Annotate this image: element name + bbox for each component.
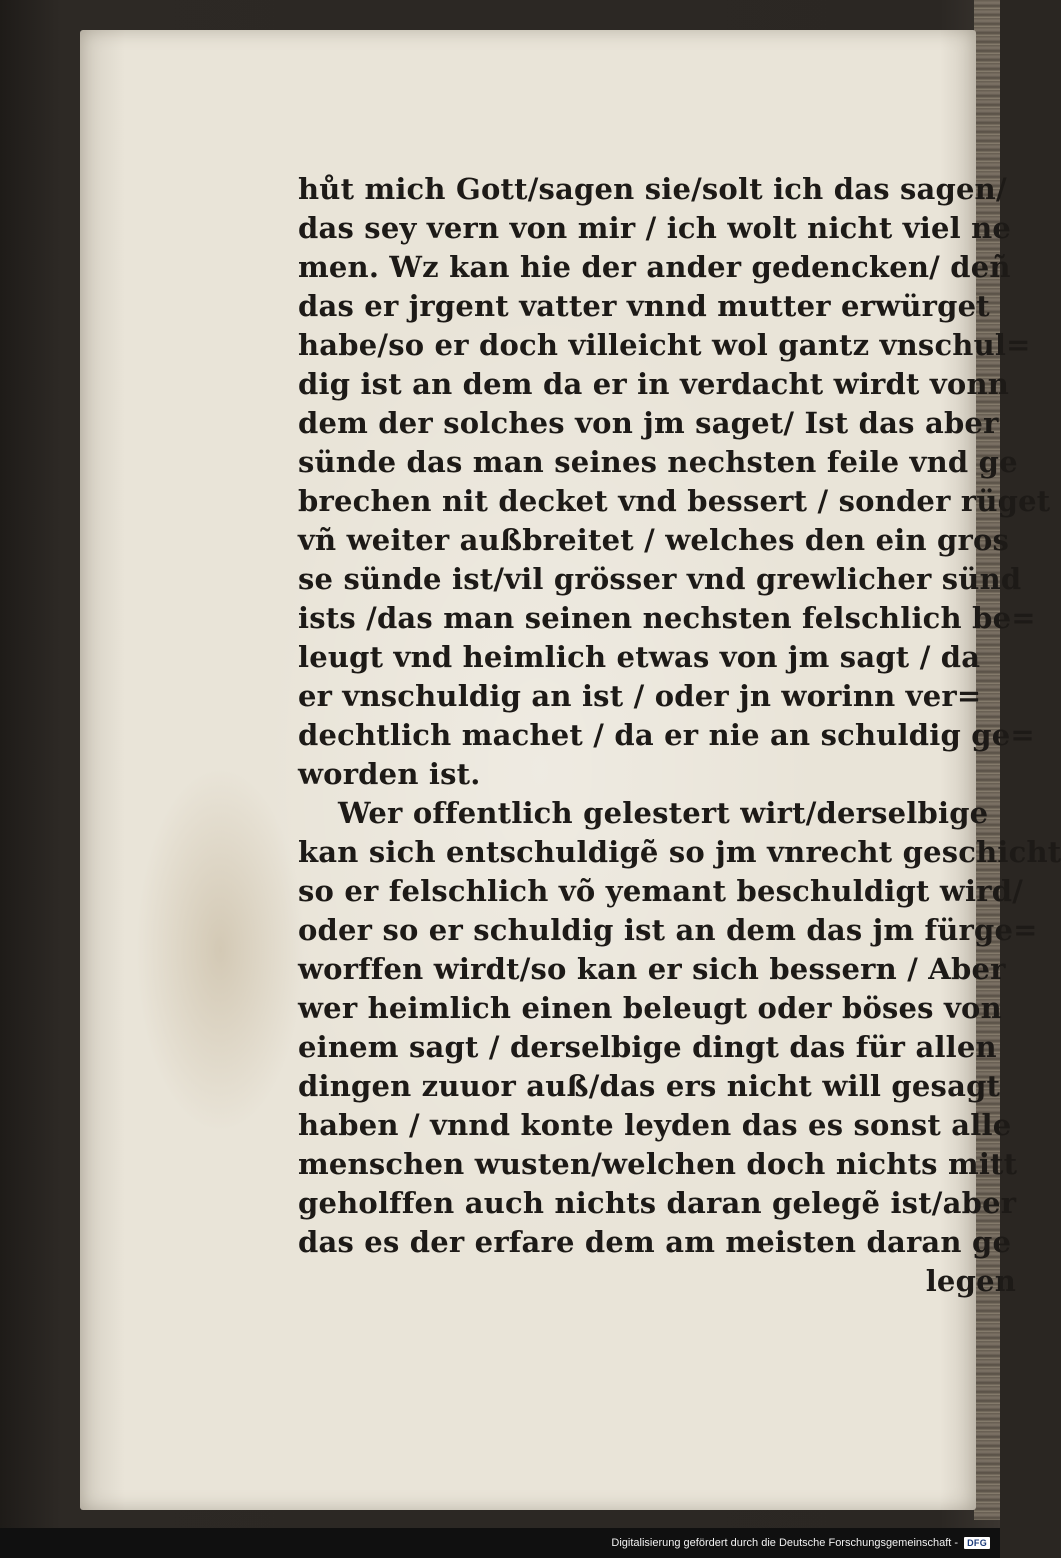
text-line-8: sünde das man seines nechsten feile vnd ge	[298, 445, 1018, 479]
text-line-14: er vnschuldig an ist / oder jn worinn ver=	[298, 679, 982, 713]
text-line-21: worffen wirdt/so kan er sich bessern / Aber	[298, 952, 1006, 986]
book-page	[80, 30, 1061, 1510]
text-line-12: ists /das man seinen nechsten felschlich be=	[298, 601, 1036, 635]
text-line-23: einem sagt / derselbige dingt das für allen	[298, 1030, 997, 1064]
text-line-24: dingen zuuor auß/das ers nicht will gesagt	[298, 1069, 1001, 1103]
dfg-logo: DFG	[964, 1537, 990, 1549]
digitization-footer	[0, 1528, 1000, 1558]
catchword: legen	[925, 1264, 1016, 1298]
text-line-5: habe/so er doch villeicht wol gantz vnschul=	[298, 328, 1031, 362]
text-line-11: se sünde ist/vil grösser vnd grewlicher sünd	[298, 562, 1022, 596]
text-line-19: so er felschlich võ yemant beschuldigt wird/	[298, 874, 1024, 908]
text-line-20: oder so er schuldig ist an dem das jm fürge=	[298, 913, 1038, 947]
text-line-6: dig ist an dem da er in verdacht wirdt vonn	[298, 367, 1010, 401]
text-line-26: menschen wusten/welchen doch nichts mitt	[298, 1147, 1018, 1181]
text-line-17: Wer offentlich gelestert wirt/derselbige	[338, 796, 989, 830]
text-line-15: dechtlich machet / da er nie an schuldig ge=	[298, 718, 1035, 752]
text-line-9: brechen nit decket vnd bessert / sonder rüget	[298, 484, 1051, 518]
text-line-1: hůt mich Gott/sagen sie/solt ich das sagen/	[298, 172, 1007, 206]
text-line-13: leugt vnd heimlich etwas von jm sagt / da	[298, 640, 981, 674]
text-line-3: men. Wz kan hie der ander gedencken/ deñ	[298, 250, 1011, 284]
text-line-10: vñ weiter außbreitet / welches den ein gros	[298, 523, 1010, 557]
text-line-18: kan sich entschuldigẽ so jm vnrecht geschicht	[298, 835, 1061, 869]
text-line-4: das er jrgent vatter vnnd mutter erwürget	[298, 289, 990, 323]
footer-credit-text: Digitalisierung gefördert durch die Deutsche Forschungsgemeinschaft -	[611, 1537, 959, 1549]
page-text-block	[298, 170, 1061, 1301]
text-line-25: haben / vnnd konte leyden das es sonst alle	[298, 1108, 1012, 1142]
text-line-28: das es der erfare dem am meisten daran ge	[298, 1225, 1012, 1259]
text-line-22: wer heimlich einen beleugt oder böses von	[298, 991, 1002, 1025]
text-line-7: dem der solches von jm saget/ Ist das aber	[298, 406, 999, 440]
text-line-2: das sey vern von mir / ich wolt nicht viel ne	[298, 211, 1012, 245]
text-line-27: geholffen auch nichts daran gelegẽ ist/aber	[298, 1186, 1017, 1220]
text-line-16: worden ist.	[298, 757, 481, 791]
